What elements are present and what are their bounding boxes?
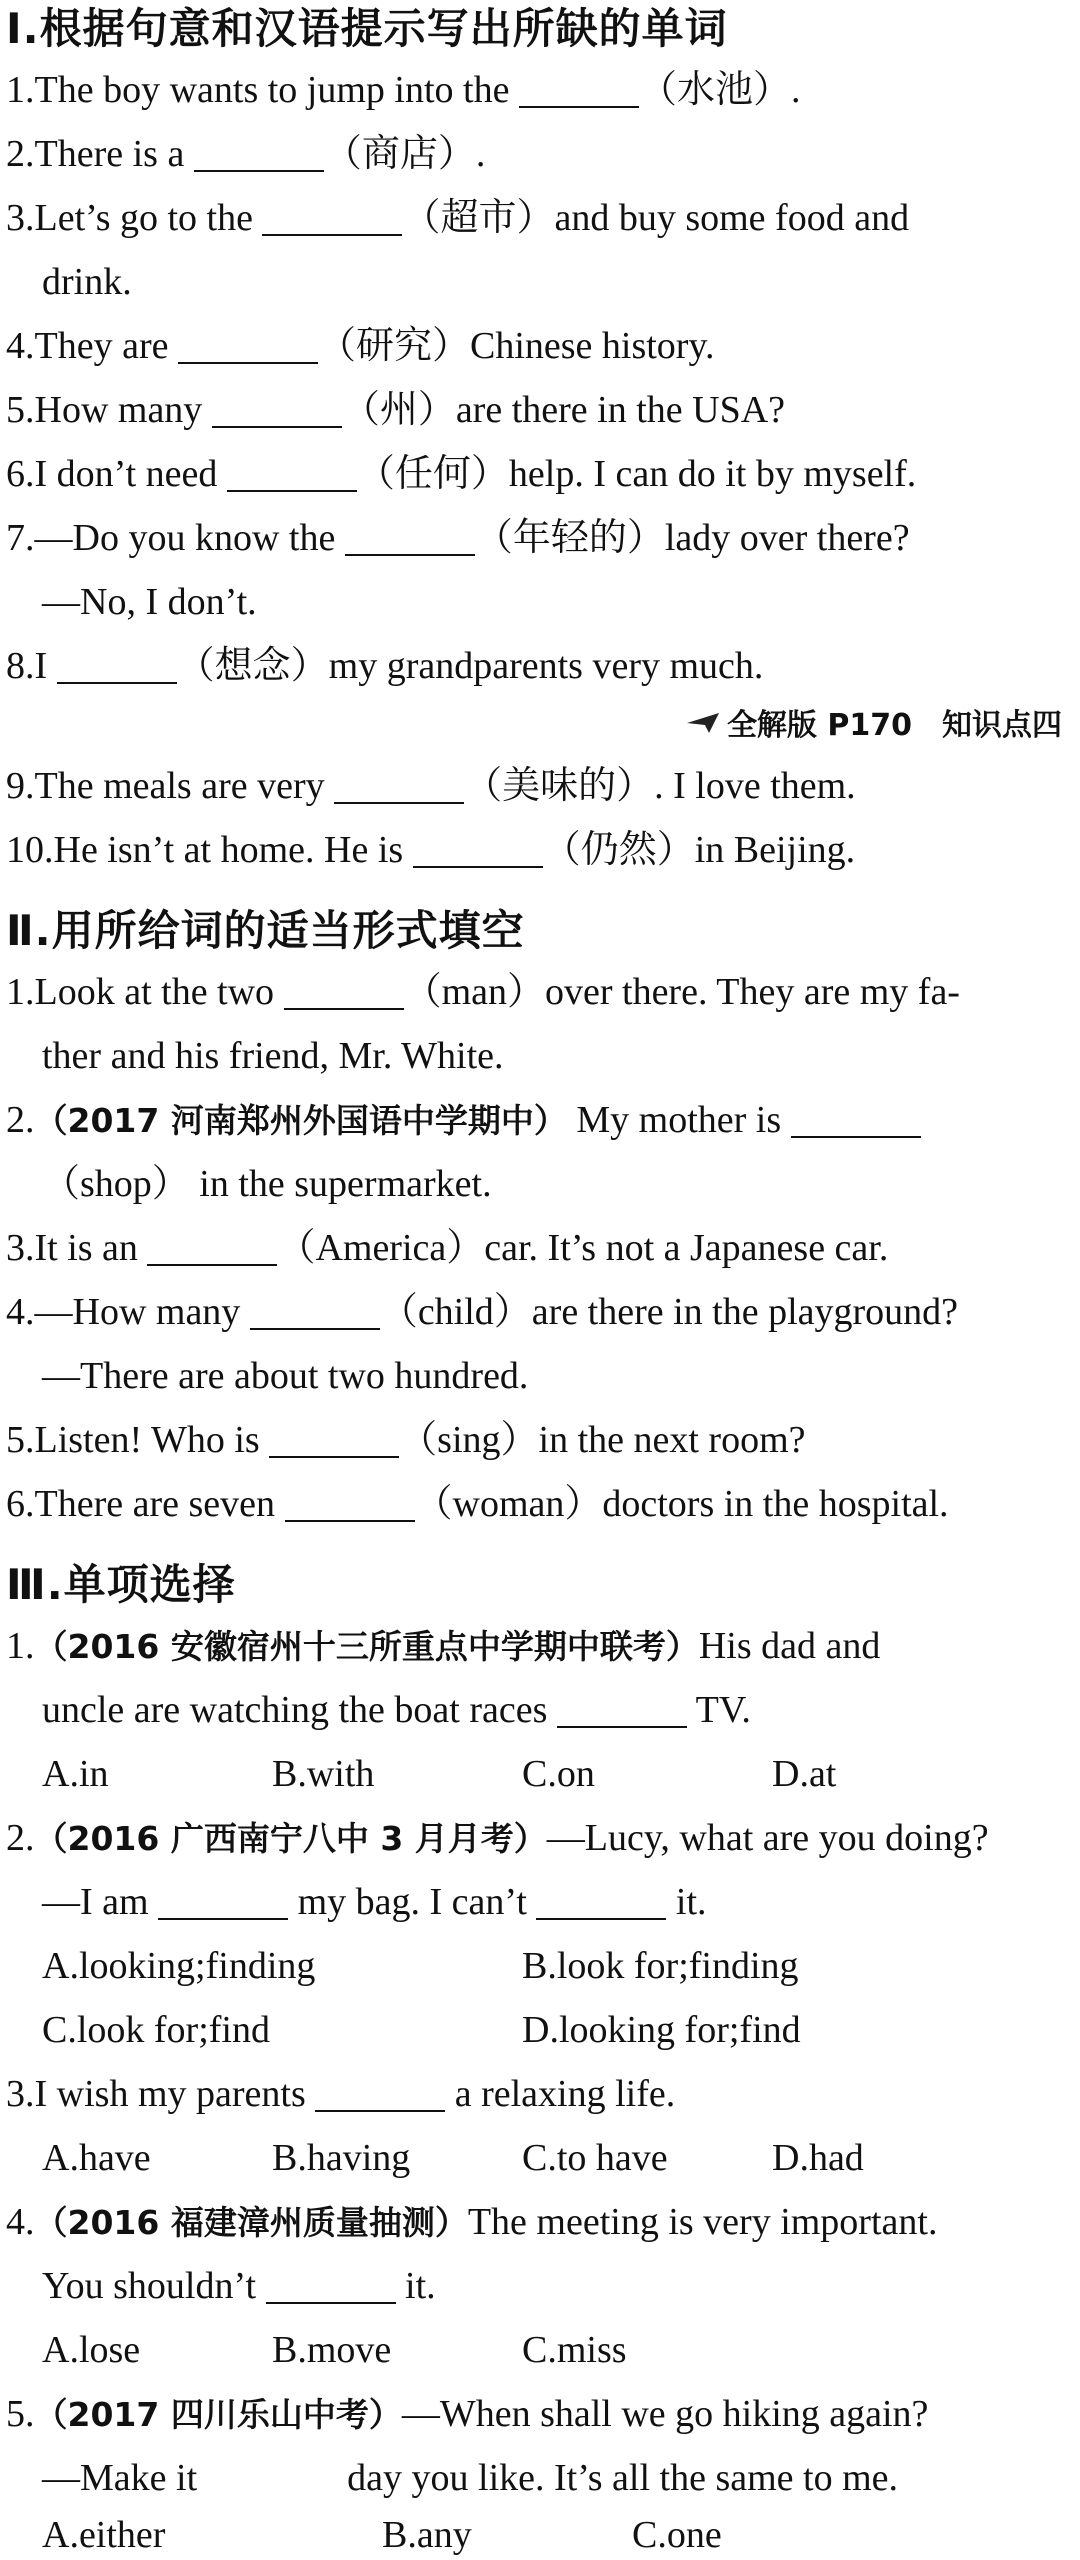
s2-q1-cont: ther and his friend, Mr. White. (42, 1035, 504, 1077)
pen-arrow-icon (685, 698, 721, 754)
answer-blank[interactable] (194, 130, 324, 172)
option-c[interactable]: C.miss (522, 2329, 627, 2371)
source-tag: （2016 安徽宿州十三所重点中学期中联考） (34, 1627, 699, 1666)
s1-q1: 1.The boy wants to jump into the （水池）. (6, 58, 1080, 122)
s1-q6: 6.I don’t need （任何）help. I can do it by myself. (6, 442, 1080, 506)
answer-blank[interactable] (227, 450, 357, 492)
s1-q4: 4.They are （研究）Chinese history. (6, 314, 1080, 378)
s1-q7-cont: —No, I don’t. (42, 581, 257, 623)
answer-blank[interactable] (269, 1416, 399, 1458)
s3-q4-cont: You shouldn’t it. (6, 2254, 1080, 2318)
s1-q8: 8.I （想念）my grandparents very much. (6, 634, 1080, 698)
option-a[interactable]: A.have (42, 2137, 151, 2179)
s3-q3: 3.I wish my parents a relaxing life. (6, 2062, 1080, 2126)
answer-blank[interactable] (158, 1878, 288, 1920)
s3-q4: 4.（2016 福建漳州质量抽测）The meeting is very important. (6, 2201, 938, 2243)
source-tag: （2017 四川乐山中考） (34, 2395, 402, 2434)
s1-q10: 10.He isn’t at home. He is （仍然）in Beijing. (6, 818, 1080, 882)
answer-blank[interactable] (791, 1096, 921, 1138)
option-a[interactable]: A.in (42, 1753, 109, 1795)
answer-blank[interactable] (345, 514, 475, 556)
option-c[interactable]: C.on (522, 1753, 595, 1795)
s2-q3: 3.It is an （America）car. It’s not a Japanese car. (6, 1216, 1080, 1280)
answer-blank[interactable] (334, 762, 464, 804)
answer-blank[interactable] (413, 826, 543, 868)
s3-q5-cont: —Make it day you like. It’s all the same to me. (6, 2446, 1080, 2510)
source-tag: （2017 河南郑州外国语中学期中） (34, 1101, 567, 1140)
source-tag: （2016 广西南宁八中 3 月月考） (34, 1819, 547, 1858)
s1-q7: 7.—Do you know the （年轻的）lady over there? (6, 506, 1080, 570)
answer-blank[interactable] (212, 386, 342, 428)
option-c[interactable]: C.one (632, 2514, 722, 2556)
option-b[interactable]: B.any (382, 2514, 472, 2556)
option-a[interactable]: A.looking;finding (42, 1945, 316, 1987)
s3-q5-options (6, 2510, 1080, 2560)
s1-q2: 2.There is a （商店）. (6, 122, 1080, 186)
s2-q6: 6.There are seven （woman）doctors in the hospital. (6, 1472, 1080, 1536)
section-2-title: Ⅱ.用所给词的适当形式填空 (6, 906, 525, 955)
s2-q4-cont: —There are about two hundred. (42, 1355, 529, 1397)
s3-q2-options-row1 (6, 1934, 1080, 1998)
s3-q1: 1.（2016 安徽宿州十三所重点中学期中联考）His dad and (6, 1625, 881, 1667)
s2-q2: 2.（2017 河南郑州外国语中学期中） My mother is (6, 1088, 1080, 1152)
s1-q5: 5.How many （州）are there in the USA? (6, 378, 1080, 442)
answer-blank[interactable] (266, 2262, 396, 2304)
option-b[interactable]: B.move (272, 2329, 392, 2371)
reference-note: 全解版 P170 知识点四 (6, 698, 1080, 754)
s3-q2-cont: —I am my bag. I can’t it. (6, 1870, 1080, 1934)
answer-blank[interactable] (536, 1878, 666, 1920)
s3-q2: 2.（2016 广西南宁八中 3 月月考）—Lucy, what are you doing? (6, 1817, 989, 1859)
s2-q5: 5.Listen! Who is （sing）in the next room? (6, 1408, 1080, 1472)
s3-q1-cont: uncle are watching the boat races TV. (6, 1678, 1080, 1742)
option-b[interactable]: B.look for;finding (522, 1945, 799, 1987)
s2-q4: 4.—How many （child）are there in the playground? (6, 1280, 1080, 1344)
section-1-title: Ⅰ.根据句意和汉语提示写出所缺的单词 (6, 4, 728, 53)
answer-blank[interactable] (557, 1686, 687, 1728)
option-c[interactable]: C.to have (522, 2137, 668, 2179)
answer-blank[interactable] (315, 2070, 445, 2112)
option-d[interactable]: D.looking for;find (522, 2009, 801, 2051)
s1-q9: 9.The meals are very （美味的）. I love them. (6, 754, 1080, 818)
section-3-title: Ⅲ.单项选择 (6, 1560, 236, 1609)
answer-blank[interactable] (57, 642, 177, 684)
answer-blank[interactable] (285, 1480, 415, 1522)
s3-q3-options (6, 2126, 1080, 2190)
s3-q1-options (6, 1742, 1080, 1806)
answer-blank[interactable] (178, 322, 318, 364)
option-d[interactable]: D.had (772, 2137, 864, 2179)
answer-blank[interactable] (519, 66, 639, 108)
option-b[interactable]: B.having (272, 2137, 411, 2179)
option-b[interactable]: B.with (272, 1753, 375, 1795)
s1-q3: 3.Let’s go to the （超市）and buy some food and (6, 186, 1080, 250)
option-d[interactable]: D.at (772, 1753, 837, 1795)
source-tag: （2016 福建漳州质量抽测） (34, 2203, 468, 2242)
option-a[interactable]: A.lose (42, 2329, 141, 2371)
answer-blank[interactable] (250, 1288, 380, 1330)
answer-blank[interactable] (147, 1224, 277, 1266)
s2-q2-cont: （shop） in the supermarket. (42, 1163, 492, 1205)
s3-q4-options (6, 2318, 1080, 2382)
answer-blank[interactable] (284, 968, 404, 1010)
option-c[interactable]: C.look for;find (42, 2009, 270, 2051)
answer-blank[interactable] (197, 2454, 347, 2496)
s3-q2-options-row2 (6, 1998, 1080, 2062)
s3-q5: 5.（2017 四川乐山中考）—When shall we go hiking again? (6, 2393, 929, 2435)
answer-blank[interactable] (262, 194, 402, 236)
option-a[interactable]: A.either (42, 2514, 166, 2556)
s2-q1: 1.Look at the two （man）over there. They are my fa- (6, 960, 1080, 1024)
s1-q3-cont: drink. (42, 261, 132, 303)
